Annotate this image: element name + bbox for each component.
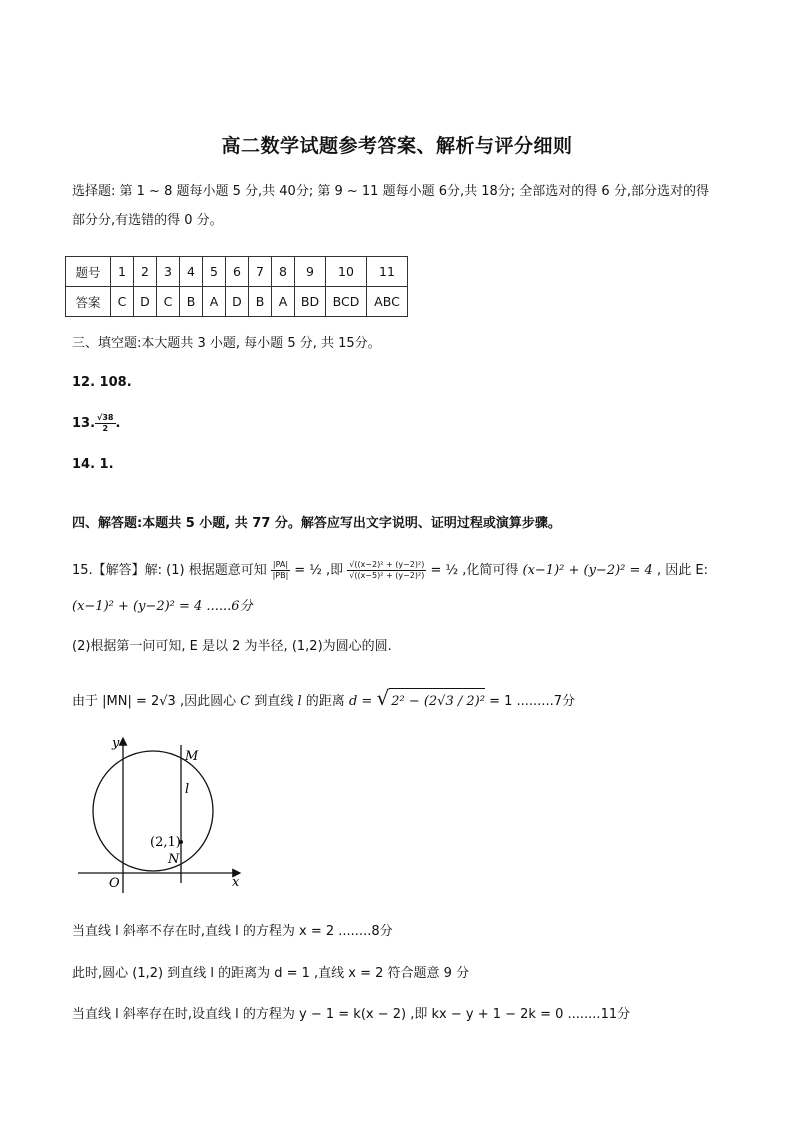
table-cell: 6	[226, 257, 249, 287]
table-cell: 11	[367, 257, 408, 287]
table-row	[66, 287, 408, 317]
equals-half-2: = ½ ,化简可得	[430, 563, 519, 578]
q15-lead: 15.【解答】解: (1) 根据题意可知	[72, 563, 267, 578]
center-c: C	[240, 694, 251, 709]
ratio-fraction	[271, 560, 290, 581]
table-cell: BD	[295, 287, 326, 317]
answer-13	[72, 410, 120, 438]
answer-13-fraction	[95, 413, 115, 434]
circle-e	[93, 751, 213, 871]
table-cell: 9	[295, 257, 326, 287]
circle-equation: (x−1)² + (y−2)² = 4	[522, 563, 653, 578]
therefore-e: , 因此 E:	[656, 563, 708, 578]
equals-half: = ½ ,即	[294, 563, 344, 578]
intro-line-2: 部分分,有选错的得 0 分。	[72, 213, 223, 228]
y-axis-label: y	[112, 736, 120, 751]
line-l: l	[297, 694, 302, 709]
table-cell: 5	[203, 257, 226, 287]
table-cell: B	[249, 287, 272, 317]
table-cell: 4	[180, 257, 203, 287]
q15-part-2: (2)根据第一问可知, E 是以 2 为半径, (1,2)为圆心的圆.	[72, 639, 392, 654]
case-1: 当直线 l 斜率不存在时,直线 l 的方程为 x = 2 ........8分	[72, 924, 393, 939]
table-header-cell: 题号	[66, 257, 111, 287]
answer-13-prefix: 13.	[72, 416, 96, 431]
distance-d: d =	[348, 694, 373, 709]
answer-13-numerator: √38	[97, 413, 114, 422]
answer-13-denominator: 2	[102, 424, 109, 433]
table-cell: ABC	[367, 287, 408, 317]
q15-mn-line	[72, 685, 575, 715]
table-cell: A	[272, 287, 295, 317]
distance-numerator: √((x−2)² + (y−2)²)	[349, 560, 425, 569]
distance-denominator: √((x−5)² + (y−2)²)	[349, 571, 425, 580]
ratio-denominator: |PB|	[272, 571, 289, 580]
intro-line-1: 选择题: 第 1 ~ 8 题每小题 5 分,共 40分; 第 9 ~ 11 题每小题 6分,共 18分; 全部选对的得 6 分,部分选对的得	[72, 184, 709, 199]
answer-table	[65, 256, 408, 317]
circle-figure	[70, 733, 270, 898]
sqrt-sign: √	[376, 686, 390, 710]
x-axis-label: x	[232, 875, 240, 890]
table-cell: 8	[272, 257, 295, 287]
table-cell: 10	[326, 257, 367, 287]
table-cell: C	[111, 287, 134, 317]
fill-in-heading: 三、填空题:本大题共 3 小题, 每小题 5 分, 共 15分。	[72, 336, 381, 351]
page-title: 高二数学试题参考答案、解析与评分细则	[221, 135, 573, 157]
table-cell: D	[226, 287, 249, 317]
mn-end: = 1 .........7分	[489, 694, 575, 709]
point-m-label: M	[185, 749, 199, 764]
mn-middle: 到直线	[254, 694, 294, 709]
point-n-label: N	[168, 852, 180, 867]
answer-12: 12. 108.	[72, 375, 132, 390]
distance-fraction	[347, 560, 426, 581]
table-row	[66, 257, 408, 287]
table-cell: C	[157, 287, 180, 317]
case-1b: 此时,圆心 (1,2) 到直线 l 的距离为 d = 1 ,直线 x = 2 符合题意 9 分	[72, 966, 470, 981]
ratio-numerator: |PA|	[272, 560, 289, 569]
table-cell: 1	[111, 257, 134, 287]
table-header-cell: 答案	[66, 287, 111, 317]
table-cell: 2	[134, 257, 157, 287]
answer-14: 14. 1.	[72, 457, 114, 472]
solve-heading: 四、解答题:本题共 5 小题, 共 77 分。解答应写出文字说明、证明过程或演算步骤。	[72, 516, 561, 531]
q15-line-1	[72, 556, 708, 586]
answer-13-suffix: .	[115, 416, 121, 431]
table-cell: 7	[249, 257, 272, 287]
q15-line-2: (x−1)² + (y−2)² = 4 ......6分	[72, 599, 253, 614]
table-cell: A	[203, 287, 226, 317]
table-cell: 3	[157, 257, 180, 287]
case-2: 当直线 l 斜率存在时,设直线 l 的方程为 y − 1 = k(x − 2) ,即 kx − y + 1 − 2k = 0 ........11分	[72, 1007, 631, 1022]
table-cell: B	[180, 287, 203, 317]
point-coord-label: (2,1)	[150, 835, 181, 850]
line-l-label: l	[185, 782, 190, 797]
table-cell: BCD	[326, 287, 367, 317]
mn-post: 的距离	[305, 694, 345, 709]
sqrt-expression: 2² − (2√3 / 2)²	[389, 688, 485, 715]
mn-prefix: 由于 |MN| = 2√3 ,因此圆心	[72, 694, 237, 709]
table-cell: D	[134, 287, 157, 317]
origin-label: O	[109, 876, 120, 891]
